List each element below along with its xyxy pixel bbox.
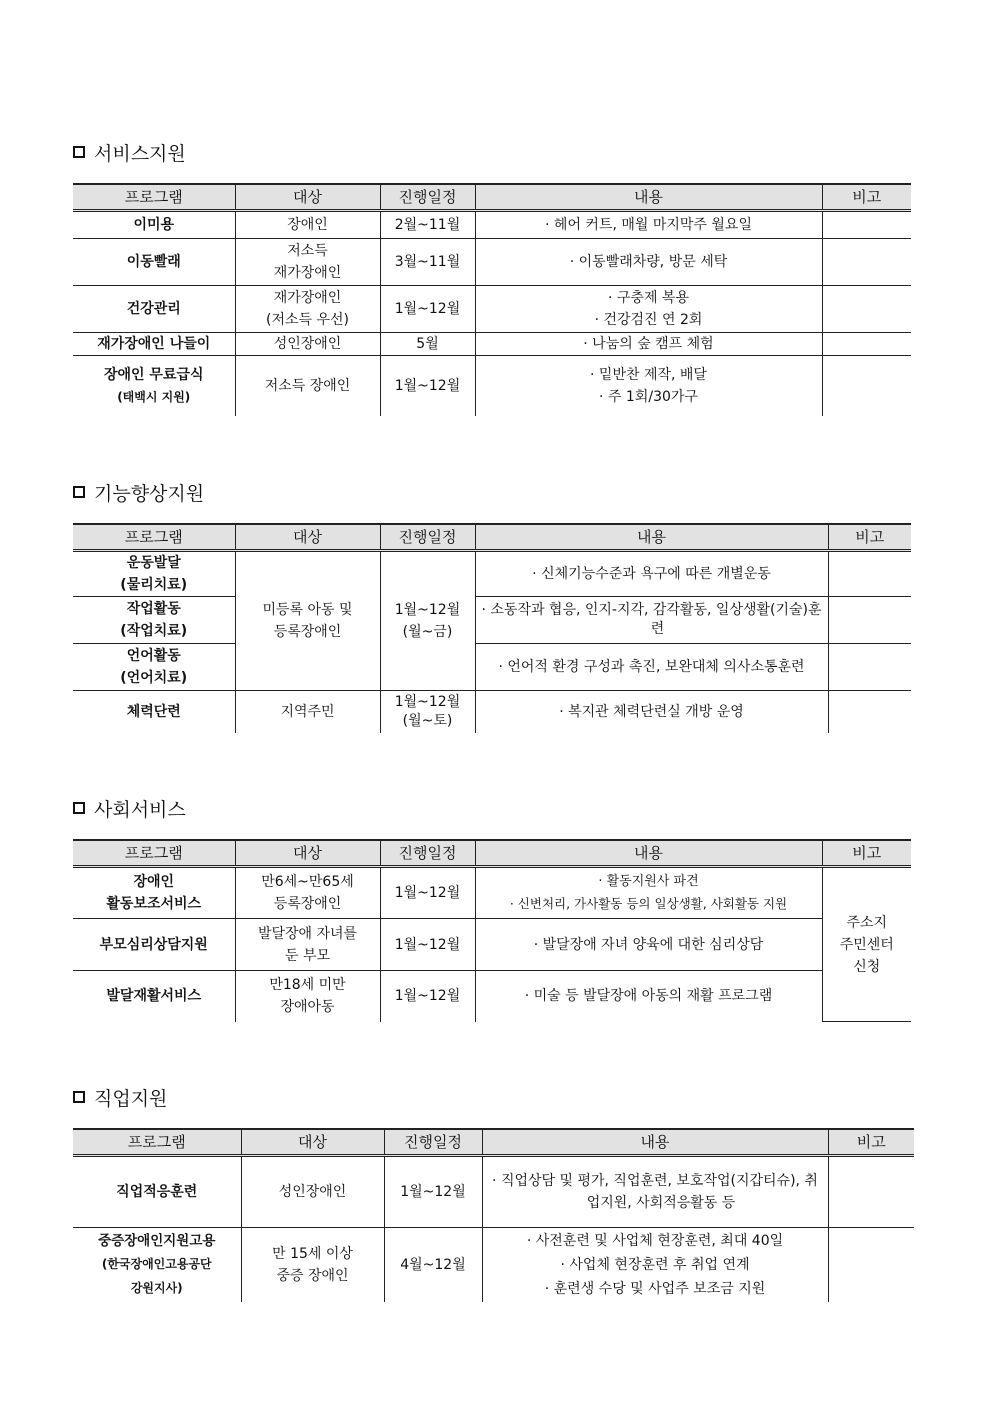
content-cell [475,333,822,356]
program-name [73,644,235,691]
target-cell: 장애인 [235,211,380,239]
target-cell: 지역주민 [235,691,380,733]
content-line: · 헤어 커트, 매월 마지막주 월요일 [545,217,752,233]
content-line: · 구충제 복용 [608,290,689,306]
program-name: 체력단련 [73,691,235,733]
target-cell [235,971,380,1022]
header-content: 내용 [482,1129,828,1156]
program-subtitle: (한국장애인고용공단 강원지사) [101,1256,212,1295]
program-name [73,597,235,644]
content-cell [475,691,828,733]
content-line: · 주 1회/30가구 [599,388,698,405]
program-name: 직업적응훈련 [73,1156,241,1228]
program-name: 재가장애인 나들이 [73,333,235,356]
table-row [73,551,911,597]
target-cell [235,867,380,919]
square-bullet-icon [73,146,85,158]
table-header-row [73,1129,914,1156]
content-cell [475,211,822,239]
section-title-text: 직업지원 [94,1087,168,1110]
table-header-row [73,524,911,551]
program-name: 이미용 [73,211,235,239]
target-cell [241,1228,384,1302]
table-row [73,211,911,239]
content-cell [475,239,822,286]
content-line: · 신체기능수준과 욕구에 따른 개별운동 [532,566,771,582]
section-title-text: 기능향상지원 [94,482,205,505]
schedule-cell: 2월~11월 [380,211,475,239]
header-note: 비고 [822,184,911,211]
content-line: · 신변처리, 가사활동 등의 일상생활, 사회활동 지원 [509,896,788,911]
program-title: 언어활동 (언어치료) [120,648,188,686]
table-header-row [73,840,911,867]
note-cell [828,691,911,733]
header-target: 대상 [241,1129,384,1156]
content-line: · 사전훈련 및 사업체 현장훈련, 최대 40일 [526,1232,784,1249]
schedule-cell: 1월~12월 [380,286,475,333]
content-line: · 미술 등 발달장애 아동의 재활 프로그램 [524,988,773,1005]
content-cell [475,971,822,1022]
header-target: 대상 [235,840,380,867]
table-row [73,691,911,733]
note-text: 주소지 주민센터 신청 [839,914,894,975]
program-title: 장애인 활동보조서비스 [106,874,202,912]
header-program: 프로그램 [73,840,235,867]
header-schedule: 진행일정 [384,1129,482,1156]
table-row [73,867,911,919]
social-table [73,839,911,1022]
schedule-cell: 1월~12월 [380,356,475,416]
note-cell [822,286,911,333]
square-bullet-icon [73,802,85,814]
target-line: 재가장애인 (저소득 우선) [266,290,349,328]
header-target: 대상 [235,524,380,551]
content-line: · 이동빨래차량, 방문 세탁 [569,254,728,270]
target-line: 발달장애 자녀를 둔 부모 [257,925,358,964]
content-line: · 복지관 체력단련실 개방 운영 [559,703,744,720]
table-row [73,644,911,691]
program-title: 중증장애인지원고용 [98,1232,216,1249]
schedule-cell: 1월~12월 [380,971,475,1022]
content-line: · 나눔의 숲 캠프 체험 [583,336,714,352]
header-note: 비고 [828,1129,914,1156]
note-cell [822,239,911,286]
table-row [73,286,911,333]
table-row [73,919,911,971]
content-line: · 언어적 환경 구성과 촉진, 보완대체 의사소통훈련 [498,658,805,675]
table-row [73,356,911,416]
note-cell [822,211,911,239]
section-title-job [73,1084,167,1110]
section-title-function [73,479,204,505]
header-target: 대상 [235,184,380,211]
note-cell [828,644,911,691]
content-line: · 발달장애 자녀 양육에 대한 심리상담 [533,936,764,953]
target-line: 만6세~만65세 등록장애인 [261,874,354,912]
schedule-cell: 5월 [380,333,475,356]
header-content: 내용 [475,524,828,551]
note-cell [828,1228,914,1302]
note-cell [828,1156,914,1228]
table-row [73,597,911,644]
note-cell [822,867,911,1022]
program-title: 운동발달 (물리치료) [120,555,188,593]
target-cell [235,919,380,971]
target-cell [235,286,380,333]
target-cell [235,239,380,286]
note-cell [822,356,911,416]
function-table [73,523,911,733]
schedule-line: 1월~12월 (월~금) [394,602,461,640]
content-cell [475,919,822,971]
header-schedule: 진행일정 [380,840,475,867]
schedule-cell: 4월~12월 [384,1228,482,1302]
schedule-line: 1월~12월 (월~토) [394,693,461,729]
note-cell [828,597,911,644]
content-cell [475,867,822,919]
content-line: · 직업상담 및 평가, 직업훈련, 보호작업(지갑티슈), 취업지원, 사회적응활동 등 [492,1173,818,1211]
content-cell [475,356,822,416]
program-name [73,551,235,597]
schedule-cell: 1월~12월 [384,1156,482,1228]
content-line: · 활동지원사 파견 [598,874,699,889]
target-cell [235,551,380,691]
program-name: 이동빨래 [73,239,235,286]
content-cell [475,286,822,333]
target-cell: 저소득 장애인 [235,356,380,416]
content-line: · 사업체 현장훈련 후 취업 연계 [560,1256,750,1273]
square-bullet-icon [73,486,85,498]
header-schedule: 진행일정 [380,524,475,551]
job-table [73,1128,914,1302]
table-row [73,1156,914,1228]
program-title: 작업활동 (작업치료) [120,601,188,639]
section-title-social [73,795,186,821]
program-title: 장애인 무료급식 [103,366,204,383]
header-program: 프로그램 [73,1129,241,1156]
table-row [73,333,911,356]
content-cell [475,644,828,691]
target-line: 만18세 미만 장애아동 [269,977,346,1016]
section-title-service [73,139,186,165]
section-title-text: 서비스지원 [94,142,186,165]
header-program: 프로그램 [73,184,235,211]
program-name [73,356,235,416]
content-line: · 훈련생 수당 및 사업주 보조금 지원 [544,1280,766,1297]
table-row [73,239,911,286]
table-row [73,1228,914,1302]
service-table [73,183,911,416]
target-cell: 성인장애인 [235,333,380,356]
schedule-cell [380,691,475,733]
schedule-cell: 3월~11월 [380,239,475,286]
target-cell: 성인장애인 [241,1156,384,1228]
table-row [73,971,911,1022]
schedule-cell: 1월~12월 [380,867,475,919]
table-header-row [73,184,911,211]
header-program: 프로그램 [73,524,235,551]
content-line: · 소동작과 협응, 인지-지각, 감각활동, 일상생활(기술)훈련 [481,602,822,637]
schedule-cell: 1월~12월 [380,919,475,971]
target-line: 미등록 아동 및 등록장애인 [262,602,353,640]
content-cell [482,1228,828,1302]
header-note: 비고 [822,840,911,867]
section-title-text: 사회서비스 [94,798,186,821]
program-name [73,1228,241,1302]
content-cell [475,597,828,644]
content-cell [482,1156,828,1228]
target-line: 만 15세 이상 중증 장애인 [272,1245,353,1284]
square-bullet-icon [73,1091,85,1103]
content-cell [475,551,828,597]
target-line: 저소득 재가장애인 [273,243,342,281]
header-content: 내용 [475,184,822,211]
note-cell [828,551,911,597]
header-note: 비고 [828,524,911,551]
header-schedule: 진행일정 [380,184,475,211]
content-line: · 건강검진 연 2회 [594,312,703,328]
note-cell [822,333,911,356]
program-name [73,867,235,919]
content-line: · 밑반찬 제작, 배달 [590,366,707,383]
program-name: 발달재활서비스 [73,971,235,1022]
header-content: 내용 [475,840,822,867]
program-name: 건강관리 [73,286,235,333]
program-subtitle: (태백시 지원) [117,389,191,404]
schedule-cell [380,551,475,691]
program-name: 부모심리상담지원 [73,919,235,971]
